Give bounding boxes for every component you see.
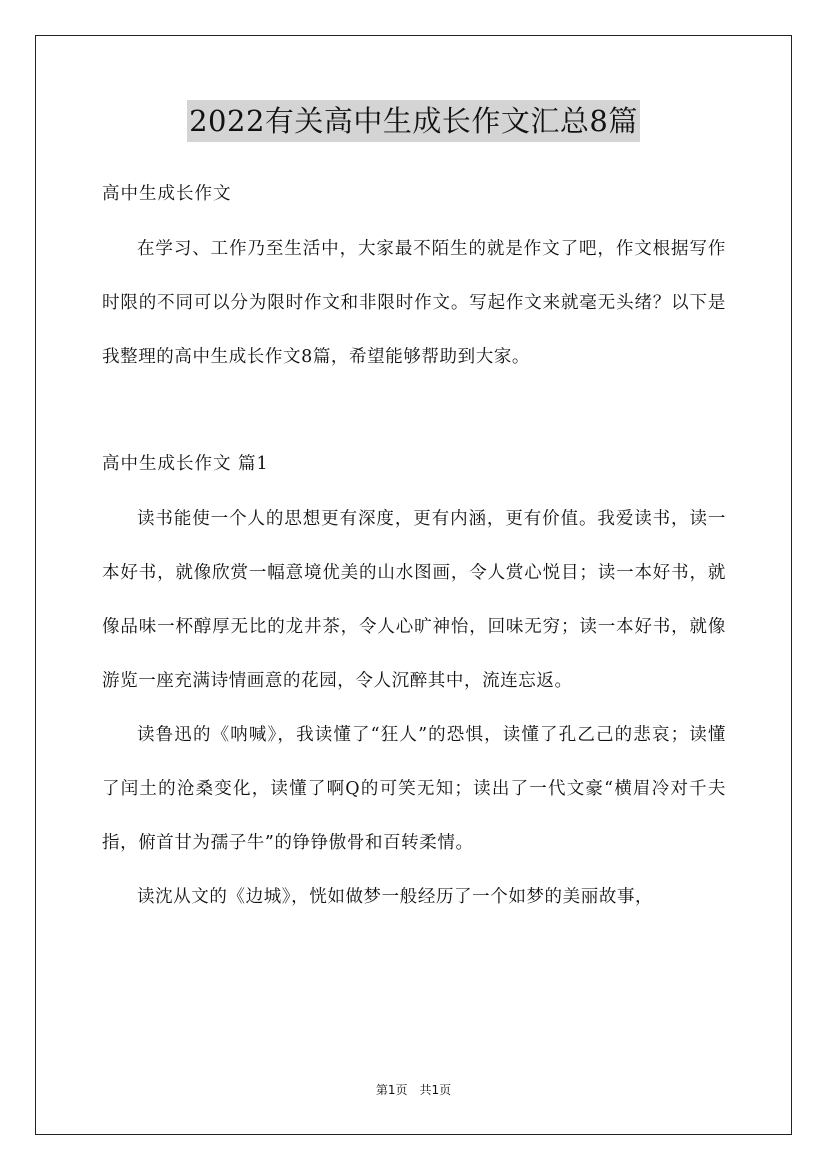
section-1-paragraph-2: 读鲁迅的《呐喊》，我读懂了“狂人”的恐惧，读懂了孔乙己的悲哀；读懂了闰土的沧桑变化，读懂了啊Q的可笑无知；读出了一代文豪“横眉冷对千夫指，俯首甘为孺子牛”的铮铮傲骨和百转柔情。: [102, 725, 726, 853]
intro-paragraph: 在学习、工作乃至生活中，大家最不陌生的就是作文了吧，作文根据写作时限的不同可以分为限时作文和非限时作文。写起作文来就毫无头绪？以下是我整理的高中生成长作文8篇，希望能够帮助到大家。: [102, 239, 726, 367]
section-spacer: [102, 384, 726, 436]
document-body: [102, 166, 726, 924]
section-1-paragraph-1: 读书能使一个人的思想更有深度，更有内涵，更有价值。我爱读书，读一本好书，就像欣赏一幅意境优美的山水图画，令人赏心悦目；读一本好书，就像品味一杯醇厚无比的龙井茶，令人心旷神怡，回味无穷；读一本好书，就像游览一座充满诗情画意的花园，令人沉醉其中，流连忘返。: [102, 509, 726, 691]
section-1-paragraph-3: 读沈从文的《边城》，恍如做梦一般经历了一个如梦的美丽故事，: [137, 887, 654, 907]
page-number-label: 第1页 共1页: [375, 1083, 452, 1097]
document-title-text: 2022有关高中生成长作文汇总8篇: [187, 100, 640, 142]
document-title: [0, 100, 827, 142]
intro-heading: 高中生成长作文: [102, 184, 232, 204]
page-footer: [0, 1082, 827, 1098]
section-1-heading: 高中生成长作文 篇1: [102, 454, 269, 474]
